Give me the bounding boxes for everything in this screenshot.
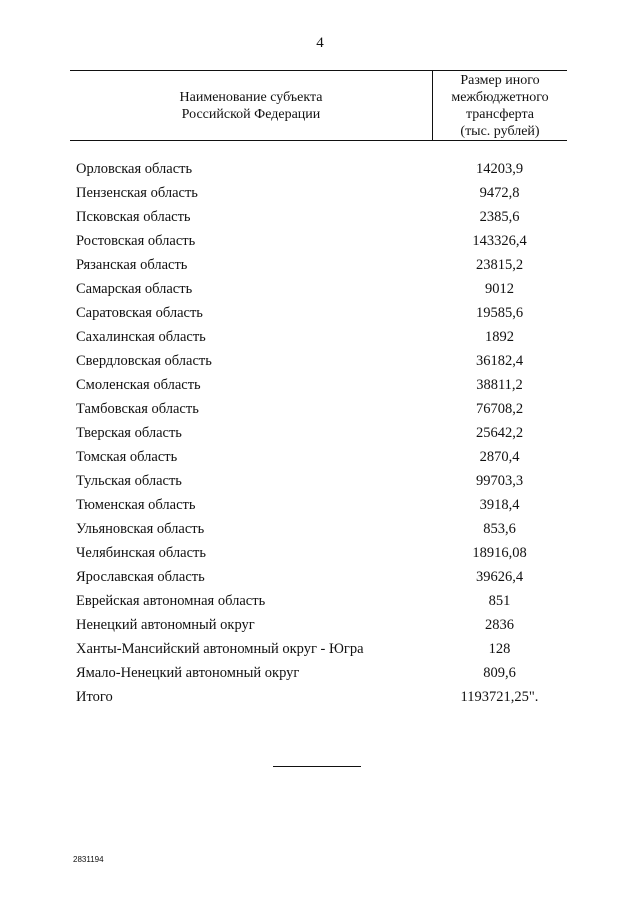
transfer-amount-cell: 23815,2 xyxy=(475,256,524,273)
transfer-amount-cell: 38811,2 xyxy=(476,376,523,393)
header-transfer-amount: Размер иного межбюджетного трансферта (тыс. рублей) xyxy=(432,71,567,140)
table-row xyxy=(70,301,567,325)
region-name-cell: Томская область xyxy=(76,448,178,465)
transfer-amount-cell: 36182,4 xyxy=(475,352,524,369)
region-name-cell: Рязанская область xyxy=(76,256,188,273)
transfer-amount-cell: 9472,8 xyxy=(479,184,520,201)
table-row xyxy=(70,469,567,493)
transfer-amount-cell: 19585,6 xyxy=(475,304,524,321)
transfer-amount-cell: 76708,2 xyxy=(475,400,524,417)
table-row xyxy=(70,373,567,397)
table-body xyxy=(70,157,567,709)
region-name-cell: Ямало-Ненецкий автономный округ xyxy=(76,664,300,681)
region-name-cell: Саратовская область xyxy=(76,304,203,321)
region-name-cell: Ненецкий автономный округ xyxy=(76,616,255,633)
table-row xyxy=(70,229,567,253)
table-row xyxy=(70,325,567,349)
table-row xyxy=(70,517,567,541)
region-name-cell: Ярославская область xyxy=(76,568,205,585)
transfer-amount-cell: 14203,9 xyxy=(475,160,524,177)
transfer-amount-cell: 2870,4 xyxy=(479,448,520,465)
table-row xyxy=(70,421,567,445)
table-row xyxy=(70,493,567,517)
table-header xyxy=(70,70,567,141)
table-row xyxy=(70,637,567,661)
region-name-cell: Ульяновская область xyxy=(76,520,205,537)
document-code: 2831194 xyxy=(73,855,104,864)
table-row xyxy=(70,541,567,565)
region-name-cell: Челябинская область xyxy=(76,544,206,561)
transfer-amount-cell: 18916,08 xyxy=(472,544,527,561)
region-name-cell: Псковская область xyxy=(76,208,191,225)
region-name-cell: Смоленская область xyxy=(76,376,201,393)
table-row xyxy=(70,565,567,589)
transfer-amount-cell: 851 xyxy=(488,592,511,609)
transfer-table xyxy=(70,70,567,709)
region-name-cell: Пензенская область xyxy=(76,184,198,201)
transfer-amount-cell: 2385,6 xyxy=(479,208,520,225)
region-name-cell: Тамбовская область xyxy=(76,400,199,417)
table-row xyxy=(70,661,567,685)
transfer-amount-cell: 143326,4 xyxy=(472,232,527,249)
region-name-cell: Свердловская область xyxy=(76,352,212,369)
transfer-amount-cell: 1193721,25". xyxy=(460,688,539,705)
transfer-amount-cell: 2836 xyxy=(485,616,514,633)
table-row xyxy=(70,397,567,421)
table-row xyxy=(70,205,567,229)
transfer-amount-cell: 853,6 xyxy=(483,520,516,537)
table-row xyxy=(70,253,567,277)
transfer-amount-cell: 99703,3 xyxy=(475,472,524,489)
region-name-cell: Тюменская область xyxy=(76,496,196,513)
footer-separator-line xyxy=(273,766,361,767)
transfer-amount-cell: 39626,4 xyxy=(475,568,524,585)
table-row xyxy=(70,445,567,469)
transfer-amount-cell: 128 xyxy=(488,640,511,657)
table-row xyxy=(70,589,567,613)
region-name-cell: Ханты-Мансийский автономный округ - Югра xyxy=(76,640,364,657)
transfer-amount-cell: 1892 xyxy=(485,328,514,345)
table-row xyxy=(70,613,567,637)
region-name-cell: Самарская область xyxy=(76,280,193,297)
table-row xyxy=(70,181,567,205)
region-name-cell: Тверская область xyxy=(76,424,182,441)
region-name-cell: Сахалинская область xyxy=(76,328,206,345)
transfer-amount-cell: 9012 xyxy=(485,280,514,297)
table-row xyxy=(70,157,567,181)
transfer-amount-cell: 25642,2 xyxy=(475,424,524,441)
transfer-amount-cell: 3918,4 xyxy=(479,496,520,513)
region-name-cell: Тульская область xyxy=(76,472,182,489)
header-region-name: Наименование субъекта Российской Федерации xyxy=(179,89,323,122)
region-name-cell: Ростовская область xyxy=(76,232,196,249)
table-row xyxy=(70,685,567,709)
region-name-cell: Орловская область xyxy=(76,160,193,177)
table-row xyxy=(70,349,567,373)
transfer-amount-cell: 809,6 xyxy=(483,664,516,681)
table-row xyxy=(70,277,567,301)
page-number: 4 xyxy=(316,35,324,51)
region-name-cell: Итого xyxy=(76,688,113,705)
region-name-cell: Еврейская автономная область xyxy=(76,592,266,609)
